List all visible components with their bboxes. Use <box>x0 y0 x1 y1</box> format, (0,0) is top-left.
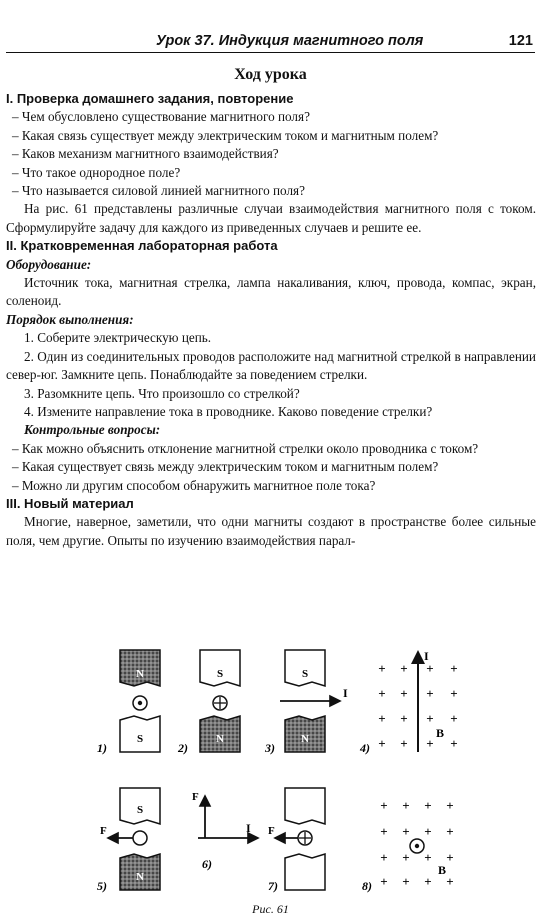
case-1 <box>97 650 160 755</box>
force-label: F <box>268 825 275 837</box>
section-title-new: III. Новый материал <box>6 495 134 511</box>
body-text <box>6 90 536 550</box>
svg-text:+: + <box>400 661 408 676</box>
procedure-step: 2. Один из соединительных проводов расположите над магнитной стрелкой в направлении север-юг. Замкните цепь. Понаблюдайте за поведением стрелки. <box>6 348 536 383</box>
current-label: I <box>246 821 251 835</box>
conductor-icon <box>133 831 147 845</box>
svg-text:+: + <box>426 661 434 676</box>
page-number: 121 <box>508 33 533 49</box>
figure-caption: Рис. 61 <box>252 902 289 916</box>
pole-label: S <box>301 668 309 680</box>
question-item: – Чем обусловлено существование магнитного поля? <box>12 109 310 125</box>
question-item: – Что такое однородное поле? <box>12 164 181 180</box>
magnet-pole <box>285 854 325 890</box>
lesson-heading: Ход урока <box>234 66 307 83</box>
case-label: 1) <box>97 741 107 755</box>
pole-label: N <box>301 733 309 745</box>
svg-text:+: + <box>424 824 432 839</box>
pole-label: N <box>136 871 144 883</box>
svg-text:+: + <box>402 850 410 865</box>
case-label: 7) <box>268 879 278 893</box>
pole-label: S <box>136 733 144 745</box>
case-label: 8) <box>362 879 372 893</box>
procedure-step: 3. Разомкните цепь. Что произошло со стрелкой? <box>24 385 300 401</box>
case-label: 6) <box>202 857 212 871</box>
procedure-step: 4. Измените направление тока в проводнике. Каково поведение стрелки? <box>24 403 433 419</box>
svg-text:+: + <box>380 850 388 865</box>
question-item: – Каков механизм магнитного взаимодействия? <box>12 146 279 162</box>
svg-text:+: + <box>426 686 434 701</box>
pole-label: S <box>216 668 224 680</box>
pole-label: N <box>216 733 224 745</box>
svg-text:+: + <box>400 686 408 701</box>
control-question: – Можно ли другим способом обнаружить магнитное поле тока? <box>12 477 376 493</box>
case-2 <box>177 650 240 755</box>
svg-text:+: + <box>424 850 432 865</box>
case-label: 4) <box>360 741 370 755</box>
case-label: 2) <box>178 741 188 755</box>
running-header <box>6 30 535 53</box>
control-label: Контрольные вопросы: <box>24 422 161 438</box>
paragraph: Многие, наверное, заметили, что одни магниты создают в пространстве более сильные поля, чем другие. Опыты по изучению взаимодействия парал- <box>6 514 536 548</box>
svg-text:+: + <box>446 824 454 839</box>
svg-text:+: + <box>424 798 432 813</box>
svg-text:+: + <box>378 686 386 701</box>
case-5 <box>97 788 160 893</box>
field-label: B <box>438 863 447 877</box>
case-7 <box>268 788 325 893</box>
svg-text:+: + <box>400 711 408 726</box>
svg-text:+: + <box>450 736 458 751</box>
question-item: – Какая связь существует между электрическим током и магнитным полем? <box>12 127 439 143</box>
current-label: I <box>424 649 429 663</box>
svg-text:+: + <box>446 850 454 865</box>
force-label: F <box>192 791 199 803</box>
case-label: 3) <box>265 741 275 755</box>
case-8 <box>362 798 454 893</box>
case-3 <box>264 650 348 755</box>
svg-text:+: + <box>426 711 434 726</box>
svg-text:+: + <box>378 736 386 751</box>
field-label: B <box>436 726 445 740</box>
svg-text:+: + <box>450 686 458 701</box>
procedure-step: 1. Соберите электрическую цепь. <box>24 330 212 346</box>
pole-label: S <box>136 804 144 816</box>
case-6 <box>192 791 258 871</box>
magnet-pole <box>285 788 325 824</box>
lesson-title: Урок 37. Индукция магнитного поля <box>156 33 424 49</box>
svg-text:+: + <box>424 874 432 889</box>
figure-61 <box>0 605 541 924</box>
svg-text:+: + <box>400 736 408 751</box>
svg-text:+: + <box>402 798 410 813</box>
section-title-review: I. Проверка домашнего задания, повторение <box>6 91 294 106</box>
force-label: F <box>100 825 107 837</box>
svg-text:+: + <box>380 874 388 889</box>
svg-text:+: + <box>378 661 386 676</box>
svg-text:+: + <box>402 824 410 839</box>
control-question: – Как можно объяснить отклонение магнитной стрелки около проводника с током? <box>12 440 479 456</box>
svg-text:+: + <box>450 661 458 676</box>
question-item: – Что называется силовой линией магнитного поля? <box>12 183 305 199</box>
svg-text:+: + <box>402 874 410 889</box>
svg-text:+: + <box>446 874 454 889</box>
svg-text:+: + <box>446 798 454 813</box>
equipment-list: Источник тока, магнитная стрелка, лампа накаливания, ключ, провода, компас, экран, соленоид. <box>6 275 536 309</box>
current-label: I <box>343 686 348 700</box>
pole-label: N <box>136 668 144 680</box>
svg-text:+: + <box>378 711 386 726</box>
svg-text:+: + <box>380 798 388 813</box>
equipment-label: Оборудование: <box>6 256 92 272</box>
control-question: – Какая существует связь между электрическим током и магнитным полем? <box>12 459 439 475</box>
section-title-lab: II. Кратковременная лабораторная работа <box>6 238 278 254</box>
svg-text:+: + <box>380 824 388 839</box>
svg-text:+: + <box>450 711 458 726</box>
procedure-label: Порядок выполнения: <box>6 311 134 327</box>
svg-text:+: + <box>426 736 434 751</box>
paragraph: На рис. 61 представлены различные случаи взаимодействия магнитного поля с током. Сформулируйте задачу для каждого из приведенных случаев и решите ее. <box>6 201 536 235</box>
case-4 <box>359 649 458 755</box>
case-label: 5) <box>97 879 107 893</box>
